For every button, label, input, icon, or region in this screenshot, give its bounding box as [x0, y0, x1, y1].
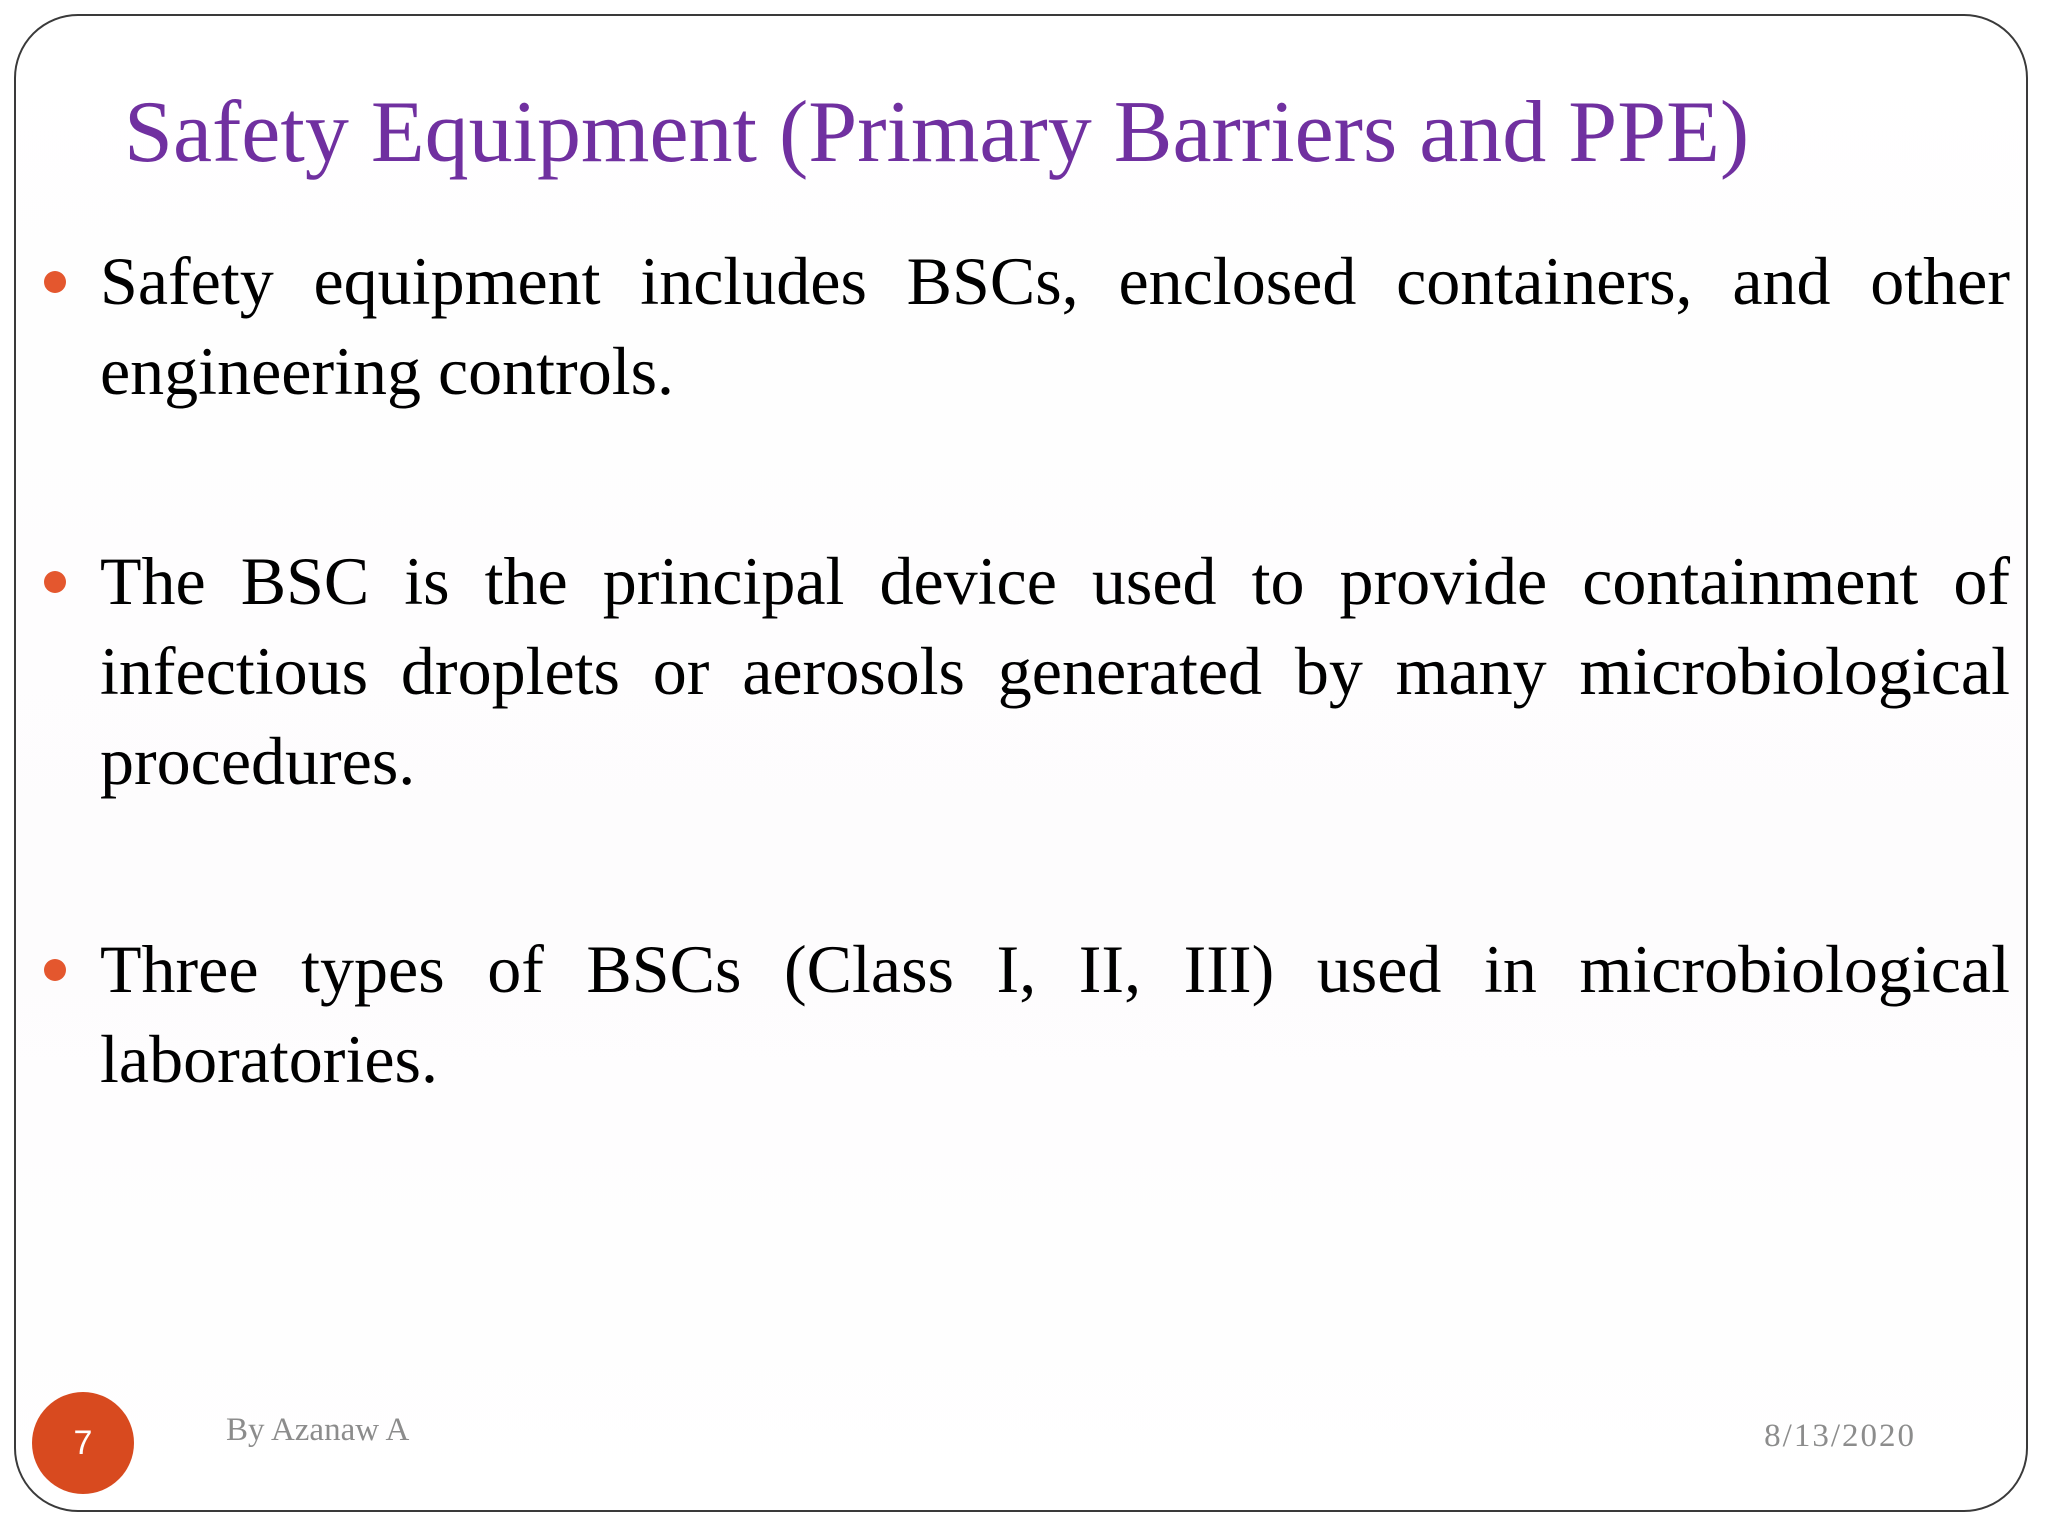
bullet-item [100, 924, 2010, 1104]
footer-author: By Azanaw A [226, 1412, 410, 1448]
footer-date: 8/13/2020 [1764, 1418, 1916, 1454]
bullet-item [100, 536, 2010, 806]
slide-title: Safety Equipment (Primary Barriers and PPE) [124, 84, 1750, 181]
bullet-dot-icon [44, 959, 66, 981]
bullet-dot-icon [44, 571, 66, 593]
bullet-item [100, 236, 2010, 416]
bullet-dot-icon [44, 271, 66, 293]
bullet-text: The BSC is the principal device used to provide containment of infectious droplets or aerosols generated by many microbiological procedures. [100, 543, 2010, 799]
slide-number-badge: 7 [32, 1392, 134, 1494]
bullet-text: Safety equipment includes BSCs, enclosed containers, and other engineering controls. [100, 243, 2010, 409]
bullet-text: Three types of BSCs (Class I, II, III) used in microbiological laboratories. [100, 931, 2010, 1097]
